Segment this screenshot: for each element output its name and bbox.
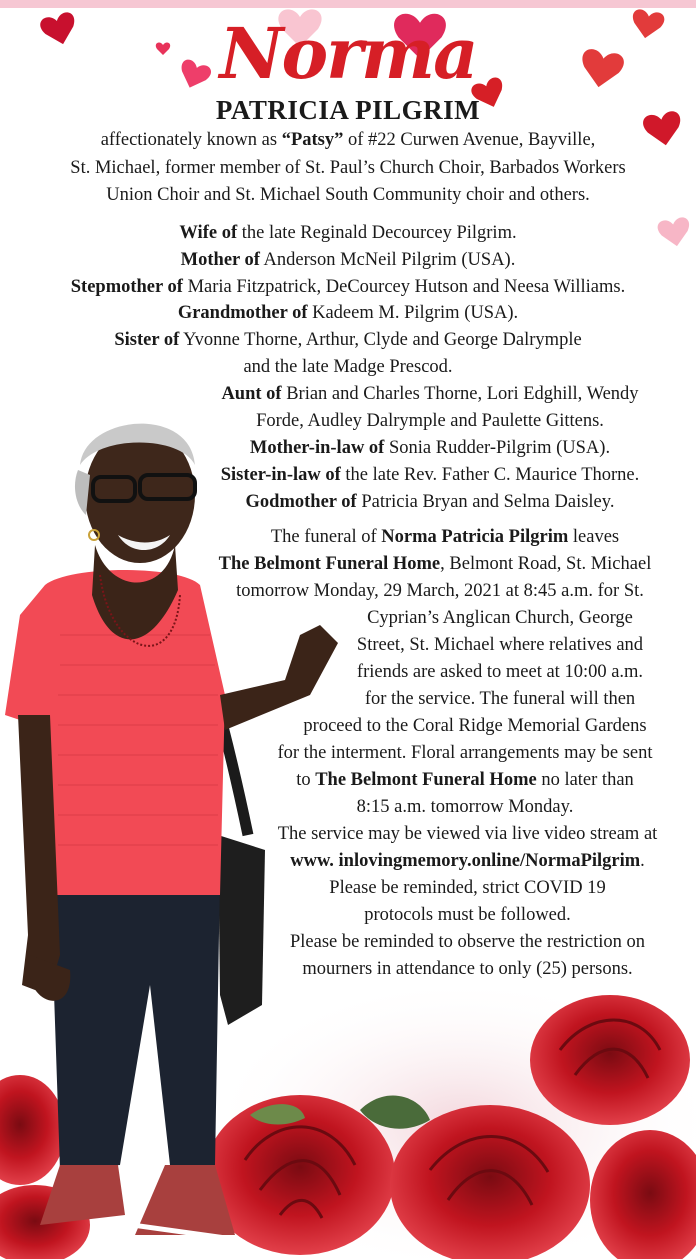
- relation-line: Grandmother of Kadeem M. Pilgrim (USA).: [177, 303, 519, 323]
- intro-line: Union Choir and St. Michael South Community choir and others.: [106, 185, 590, 205]
- funeral-line: for the service. The funeral will then: [364, 689, 636, 709]
- surname-title: PATRICIA PILGRIM: [215, 95, 481, 125]
- relation-line: Mother-in-law of Sonia Rudder-Pilgrim (USA).: [249, 438, 611, 458]
- funeral-line: tomorrow Monday, 29 March, 2021 at 8:45 a.m. for St.: [236, 581, 644, 601]
- funeral-line: Street, St. Michael where relatives and: [356, 635, 644, 655]
- relation-line: Sister-in-law of the late Rev. Father C. Maurice Thorne.: [220, 465, 640, 485]
- funeral-line: friends are asked to meet at 10:00 a.m.: [356, 662, 644, 682]
- relation-line: Forde, Audley Dalrymple and Paulette Gittens.: [256, 411, 604, 431]
- funeral-line: mourners in attendance to only (25) persons.: [302, 959, 633, 979]
- funeral-line: Please be reminded to observe the restriction on: [290, 932, 645, 952]
- funeral-line: Please be reminded, strict COVID 19: [329, 878, 606, 898]
- funeral-line: for the interment. Floral arrangements may be sent: [277, 743, 653, 763]
- funeral-line: The funeral of Norma Patricia Pilgrim leaves: [270, 527, 620, 547]
- relation-line: Mother of Anderson McNeil Pilgrim (USA).: [180, 250, 516, 270]
- relation-line: Aunt of Brian and Charles Thorne, Lori Edghill, Wendy: [221, 384, 639, 404]
- relation-line: and the late Madge Prescod.: [243, 357, 453, 377]
- stream-link[interactable]: www. inlovingmemory.online/NormaPilgrim.: [290, 851, 645, 871]
- rose-icon: [530, 995, 690, 1125]
- relation-line: Godmother of Patricia Bryan and Selma Daisley.: [245, 492, 615, 512]
- intro-line: St. Michael, former member of St. Paul’s Church Choir, Barbados Workers: [70, 158, 626, 178]
- funeral-line: 8:15 a.m. tomorrow Monday.: [356, 797, 574, 817]
- funeral-line: The Belmont Funeral Home, Belmont Road, St. Michael: [218, 554, 652, 574]
- funeral-line: proceed to the Coral Ridge Memorial Gardens: [303, 716, 647, 736]
- funeral-line: protocols must be followed.: [364, 905, 571, 925]
- funeral-line: to The Belmont Funeral Home no later than: [296, 770, 634, 790]
- funeral-line: The service may be viewed via live video stream at: [277, 824, 658, 844]
- funeral-line: Cyprian’s Anglican Church, George: [367, 608, 633, 628]
- relation-line: Sister of Yvonne Thorne, Arthur, Clyde and George Dalrymple: [114, 330, 582, 350]
- relation-line: Wife of the late Reginald Decourcey Pilgrim.: [179, 223, 517, 243]
- rose-icon: [390, 1105, 590, 1259]
- first-name-title: Norma: [219, 12, 477, 95]
- intro-line: affectionately known as “Patsy” of #22 Curwen Avenue, Bayville,: [100, 130, 596, 150]
- relation-line: Stepmother of Maria Fitzpatrick, DeCourcey Hutson and Neesa Williams.: [70, 277, 626, 297]
